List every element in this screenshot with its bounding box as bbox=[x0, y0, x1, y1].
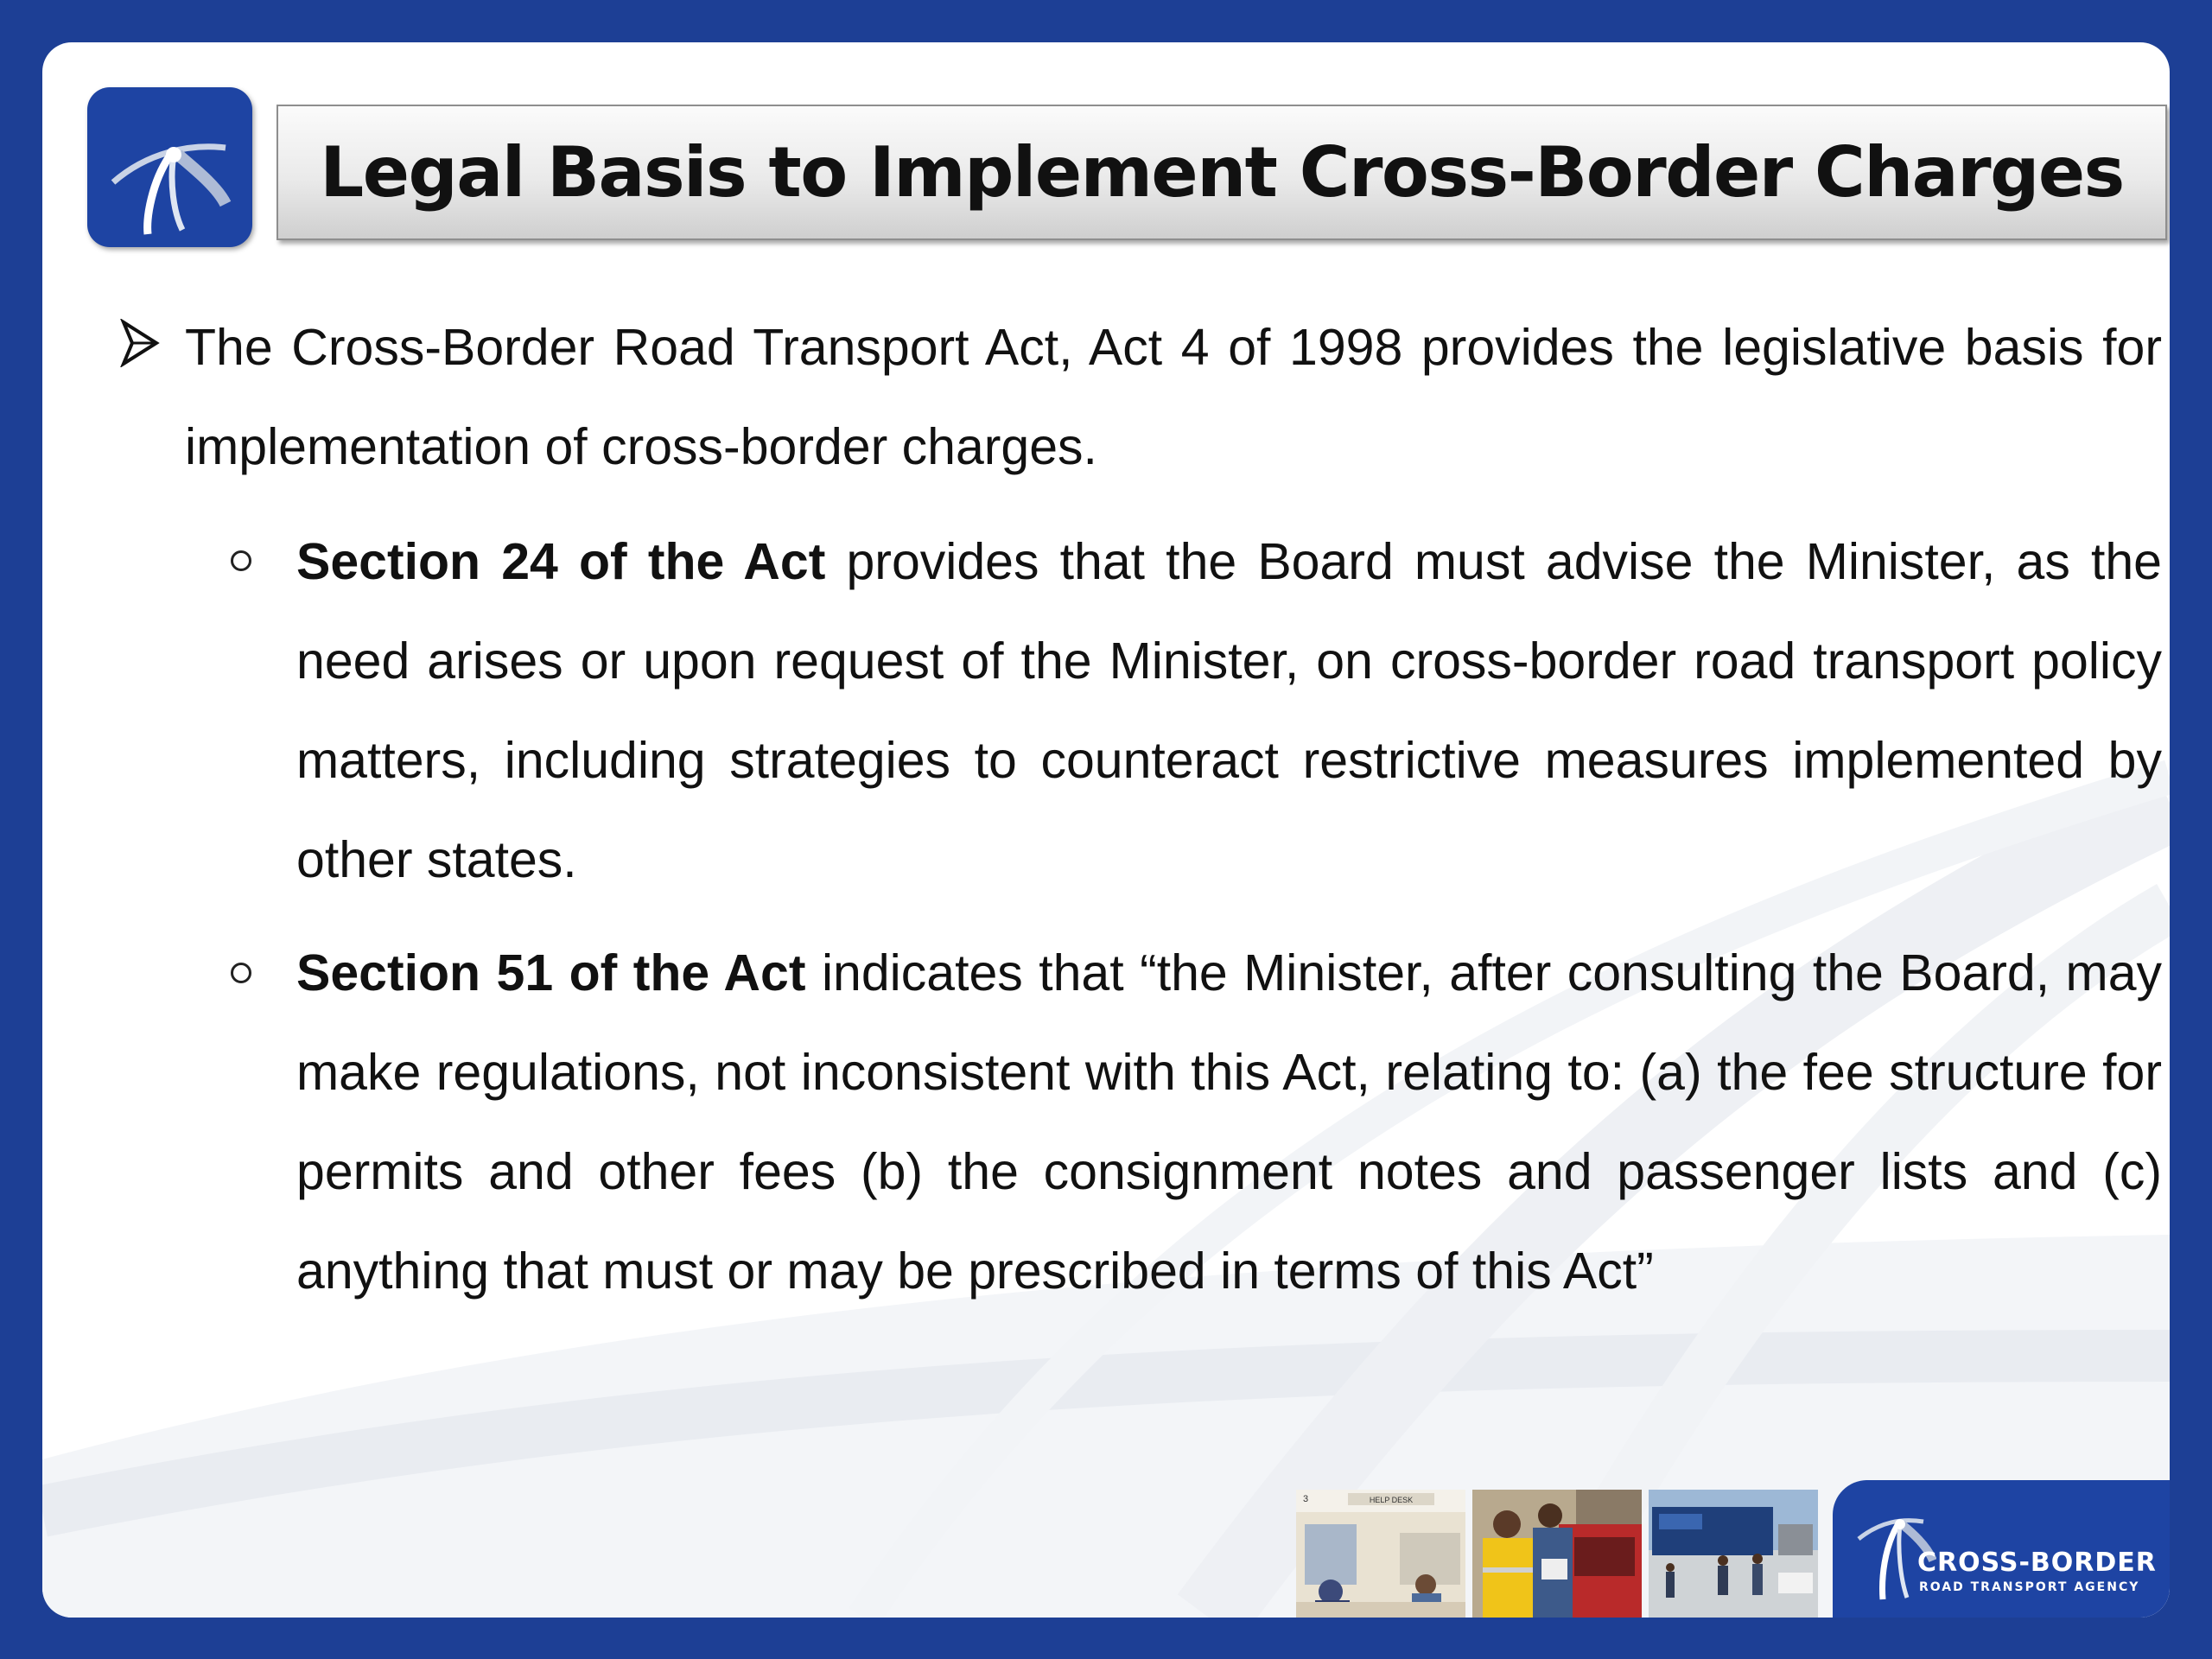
section-24-heading: Section 24 of the Act bbox=[296, 533, 826, 590]
photo-help-desk bbox=[1296, 1490, 1465, 1618]
photo-border-post bbox=[1649, 1490, 1818, 1618]
section-24-text: provides that the Board must advise the Minister, as the need arises or upon request of the Minister, on cross-border road transport policy matters, including strategies to counteract restrictive measures implemented by other states. bbox=[296, 533, 2162, 888]
brand-subtitle: ROAD TRANSPORT AGENCY bbox=[1919, 1580, 2140, 1594]
help-desk-number: 3 bbox=[1303, 1494, 1309, 1504]
slide bbox=[42, 42, 2170, 1618]
footer-photos bbox=[1296, 1490, 1818, 1618]
section-51-heading: Section 51 of the Act bbox=[296, 944, 806, 1001]
title-bar bbox=[276, 105, 2167, 240]
agency-logo bbox=[87, 87, 252, 247]
page-title: Legal Basis to Implement Cross-Border Charges bbox=[320, 132, 2124, 213]
photo-officers bbox=[1472, 1490, 1642, 1618]
brand-logo bbox=[1833, 1480, 2170, 1618]
circle-bullet-icon bbox=[231, 963, 251, 983]
sub-bullet-section-51 bbox=[296, 924, 2162, 1321]
section-51-text: indicates that “the Minister, after consulting the Board, may make regulations, not inconsistent with this Act, relating to: (a) the fee structure for permits and other fees (b) the consignment notes and passenger lists and (c) anything that must or may be prescribed in terms of this Act” bbox=[296, 944, 2163, 1300]
sub-bullet-section-24 bbox=[296, 512, 2162, 910]
bullet-cross-border-act: The Cross-Border Road Transport Act, Act 4 of 1998 provides the legislative basis for implementation of cross-border charges. bbox=[185, 319, 2162, 475]
circle-bullet-icon bbox=[231, 550, 251, 571]
arrow-bullet-icon bbox=[120, 319, 160, 367]
road-logo-icon bbox=[87, 87, 252, 247]
brand-name: CROSS-BORDER bbox=[1917, 1548, 2157, 1578]
help-desk-sign: HELP DESK bbox=[1369, 1496, 1414, 1504]
